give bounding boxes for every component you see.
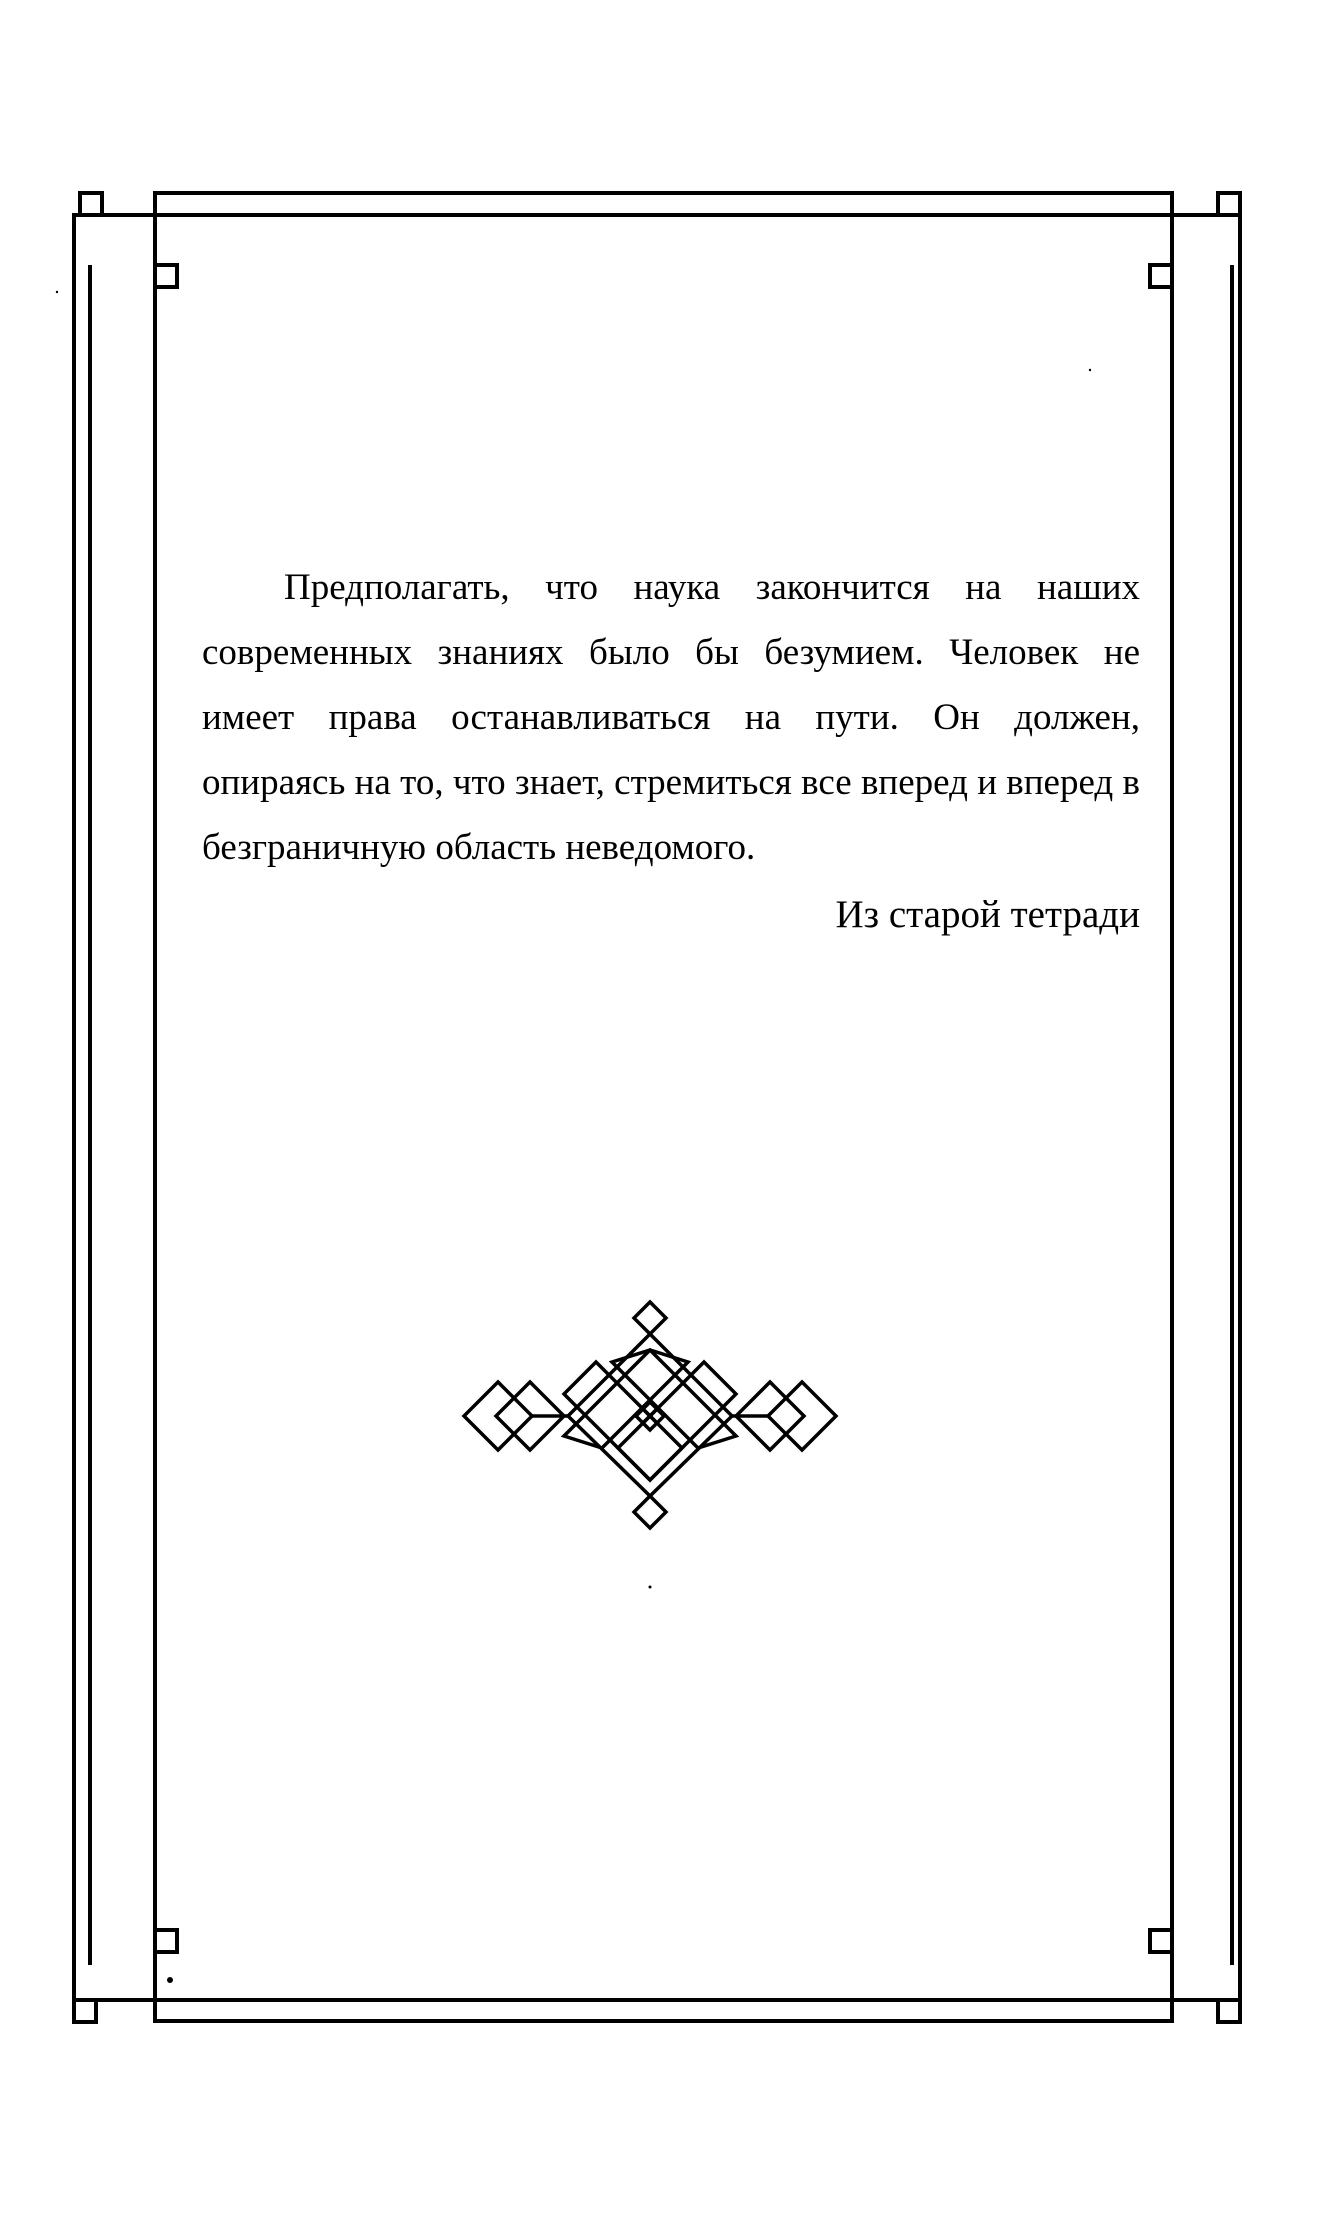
epigraph-source: Из старой тетради [835, 893, 1140, 936]
epigraph-block [202, 555, 1140, 880]
paper-specks [56, 291, 1091, 1983]
corner-knot-top-left [80, 193, 177, 287]
epigraph-text: Предполагать, что наука закончится на наших современных знаниях было бы безумием. Человек не имеет права останавливаться на пути. Он должен, опираясь на то, что знает, стремиться все вперед и вперед в безграничную область неведомого. [202, 567, 1140, 868]
corner-knot-bottom-right [1150, 1930, 1240, 2022]
central-ornament [464, 1302, 836, 1528]
corner-knot-top-right [1150, 193, 1240, 287]
inner-frame [155, 193, 1172, 2021]
outer-frame [74, 215, 1240, 2000]
